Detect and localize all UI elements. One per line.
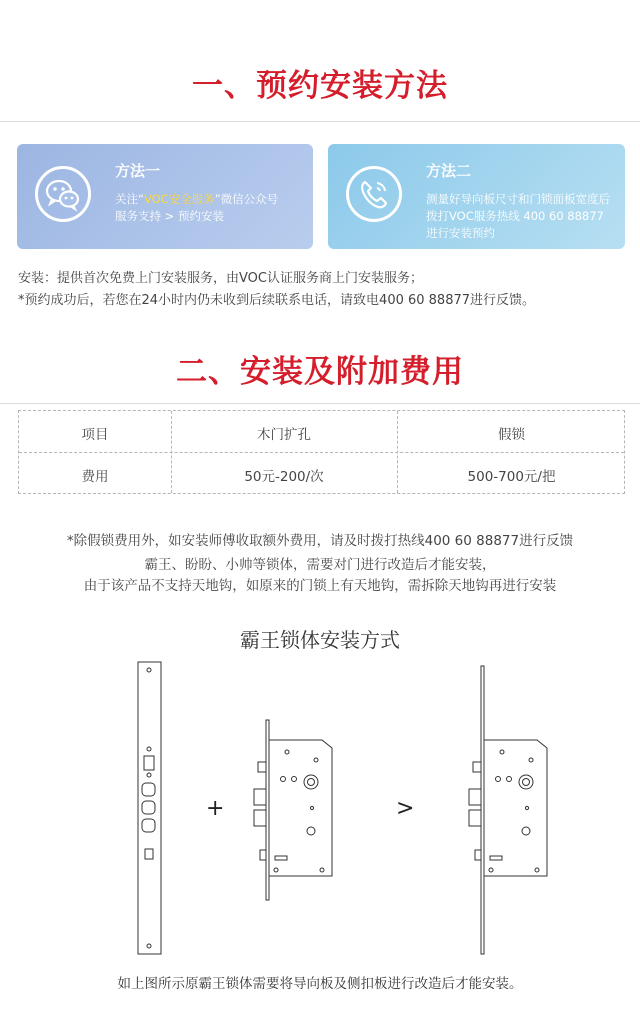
section-title-fees: 二、安装及附加费用 xyxy=(176,354,464,390)
method-one-card xyxy=(17,144,313,249)
modified-lock-illustration xyxy=(469,666,547,954)
feedback-note: *预约成功后，若您在24小时内仍未收到后续联系电话，请致电400 60 88877进行反馈。 xyxy=(18,293,536,308)
phone-icon xyxy=(346,166,402,222)
method-two-line3: 进行安装预约 xyxy=(426,226,495,240)
fee-note-1: *除假锁费用外，如安装师傅收取额外费用，请及时拨打热线400 60 88877进行反馈 xyxy=(66,533,574,549)
table-cell-dummy-lock-fee: 500-700元/把 xyxy=(467,469,556,485)
table-row-label-fee: 费用 xyxy=(81,469,109,485)
method-two-line1: 测量好导向板尺寸和门锁面板宽度后 xyxy=(426,192,610,206)
method-one-title: 方法一 xyxy=(115,162,161,180)
fee-table xyxy=(18,410,625,494)
section-title-install-method: 一、预约安装方法 xyxy=(192,68,448,104)
method-two-card xyxy=(328,144,625,249)
method-two-title: 方法二 xyxy=(426,162,472,180)
guide-plate-illustration xyxy=(138,662,161,954)
lock-installation-diagram xyxy=(0,650,640,960)
divider xyxy=(0,403,640,404)
wechat-icon xyxy=(35,166,91,222)
diagram-title: 霸王锁体安装方式 xyxy=(240,628,400,652)
method-one-line1: 关注“VOC安全服务”微信公众号 xyxy=(115,192,279,206)
fee-note-2: 霸王、盼盼、小帅等锁体，需要对门进行改造后才能安装， xyxy=(144,557,496,573)
install-note: 安装：提供首次免费上门安装服务，由VOC认证服务商上门安装服务； xyxy=(18,271,423,286)
arrow-sign: > xyxy=(396,796,415,821)
table-cell-door-hole-fee: 50元-200/次 xyxy=(244,469,324,485)
fee-note-3: 由于该产品不支持天地钩，如原来的门锁上有天地钩，需拆除天地钩再进行安装 xyxy=(83,578,557,594)
method-one-line2: 服务支持 > 预约安装 xyxy=(115,209,224,223)
lock-body-illustration xyxy=(254,720,332,900)
table-header-item: 项目 xyxy=(81,427,109,443)
table-header-dummy-lock: 假锁 xyxy=(498,427,525,443)
divider xyxy=(0,121,640,122)
diagram-caption: 如上图所示原霸王锁体需要将导向板及侧扣板进行改造后才能安装。 xyxy=(117,976,523,992)
wechat-account-name: VOC安全服务 xyxy=(143,192,215,206)
plus-sign: + xyxy=(206,796,225,821)
method-two-line2: 拨打VOC服务热线 400 60 88877 xyxy=(426,209,604,223)
table-header-door-hole: 木门扩孔 xyxy=(257,427,311,443)
